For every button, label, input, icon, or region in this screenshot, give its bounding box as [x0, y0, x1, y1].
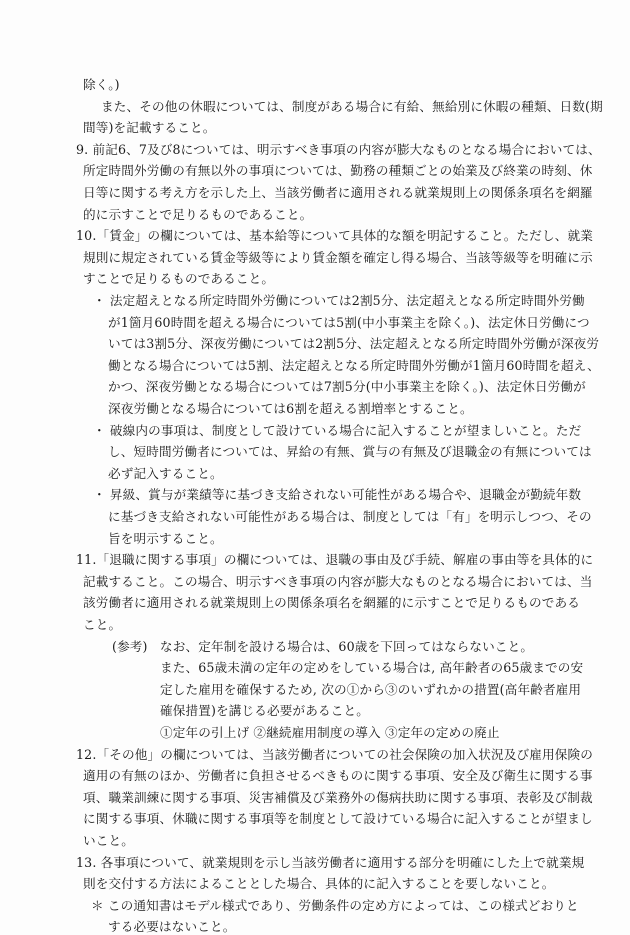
- text-line: 9. 前記6、7及び8については、明示すべき事項の内容が膨大なものとなる場合においては、: [76, 141, 601, 157]
- text-line: また、その他の休暇については、制度がある場合に有給、無給別に休暇の種類、日数(期: [101, 98, 603, 114]
- text-line: 10.「賃金」の欄については、基本給等について具体的な額を明記すること。ただし、就業: [76, 228, 593, 244]
- text-line: 働となる場合については5割、法定超えとなる所定時間外労働が1箇月60時間を超え、: [108, 357, 600, 373]
- text-line: ＊ この通知書はモデル様式であり、労働条件の定め方によっては、この様式どおりと: [91, 897, 579, 913]
- text-line: 規則に規定されている賃金等級等により賃金額を確定し得る場合、当該等級等を明確に示: [83, 249, 593, 265]
- text-line: 11.「退職に関する事項」の欄については、退職の事由及び手続、解雇の事由等を具体的に: [76, 552, 594, 568]
- text-line: 除く。): [83, 77, 120, 92]
- text-line: に関する事項、休職に関する事項等を制度として設けている場合に記入することが望まし: [83, 811, 593, 827]
- text-line: し、短時間労働者については、昇給の有無、賞与の有無及び退職金の有無については: [108, 444, 592, 460]
- text-line: こと。: [83, 617, 122, 632]
- text-line: に基づき支給されない可能性がある場合は、制度としては「有」を明示しつつ、その: [108, 509, 592, 524]
- text-line: かつ、深夜労働となる場合については7割5分(中小事業主を除く。)、法定休日労働が: [108, 379, 586, 395]
- text-line: 所定時間外労働の有無以外の事項については、勤務の種類ごとの始業及び終業の時刻、休: [83, 163, 593, 179]
- text-line: 深夜労働となる場合については6割を超える割増率とすること。: [108, 401, 473, 416]
- text-line: 定した雇用を確保するため, 次の①から③のいずれかの措置(高年齢者雇用: [160, 681, 582, 697]
- text-line: ・ 法定超えとなる所定時間外労働については2割5分、法定超えとなる所定時間外労働: [93, 293, 585, 308]
- text-line: 則を交付する方法によることとした場合、具体的に記入することを要しないこと。: [83, 876, 555, 892]
- text-line: 的に示すことで足りるものであること。: [83, 206, 313, 222]
- text-line: 確保措置)を講じる必要があること。: [160, 703, 369, 719]
- text-line: ・ 昇級、賞与が業績等に基づき支給されない可能性がある場合や、退職金が勤続年数: [93, 487, 582, 503]
- text-line: 記載すること。この場合、明示すべき事項の内容が膨大なものとなる場合においては、当: [83, 573, 593, 589]
- text-line: いては3割5分、深夜労働については2割5分、法定超えとなる所定時間外労働が深夜労: [108, 336, 600, 352]
- text-line: 日等に関する考え方を示した上、当該労働者に適用される就業規則上の関係条項名を網羅: [83, 185, 593, 200]
- text-line: する必要はないこと。: [108, 919, 236, 935]
- text-line: 間等)を記載すること。: [83, 120, 216, 136]
- text-line: なお、定年制を設ける場合は、60歳を下回ってはならないこと。: [160, 638, 534, 654]
- text-line: すことで足りるものであること。: [83, 271, 275, 287]
- text-line: ①定年の引上げ ②継続雇用制度の導入 ③定年の定めの廃止: [160, 725, 500, 740]
- text-line: 項、職業訓練に関する事項、災害補償及び業務外の傷病扶助に関する事項、表彰及び制裁: [83, 789, 593, 805]
- text-line: 旨を明示すること。: [108, 530, 223, 546]
- text-line: 該労働者に適用される就業規則上の関係条項名を網羅的に示すことで足りるものである: [83, 595, 581, 611]
- text-line: (参考): [112, 638, 148, 654]
- text-line: 13. 各事項について、就業規則を示し当該労働者に適用する部分を明確にした上で就業規: [76, 854, 585, 870]
- text-line: また、65歳未満の定年の定めをしている場合は, 高年齢者の65歳までの安: [160, 660, 584, 676]
- text-line: 適用の有無のほか、労働者に負担させるべきものに関する事項、安全及び衛生に関する事: [83, 768, 593, 784]
- text-line: が1箇月60時間を超える場合については5割(中小事業主を除く。)、法定休日労働につ: [108, 314, 590, 330]
- text-line: ・ 破線内の事項は、制度として設けている場合に記入することが望ましいこと。ただ: [93, 422, 582, 438]
- text-line: 必ず記入すること。: [108, 465, 223, 481]
- text-line: 12.「その他」の欄については、当該労働者についての社会保険の加入状況及び雇用保険の: [76, 746, 593, 762]
- text-line: いこと。: [83, 833, 134, 848]
